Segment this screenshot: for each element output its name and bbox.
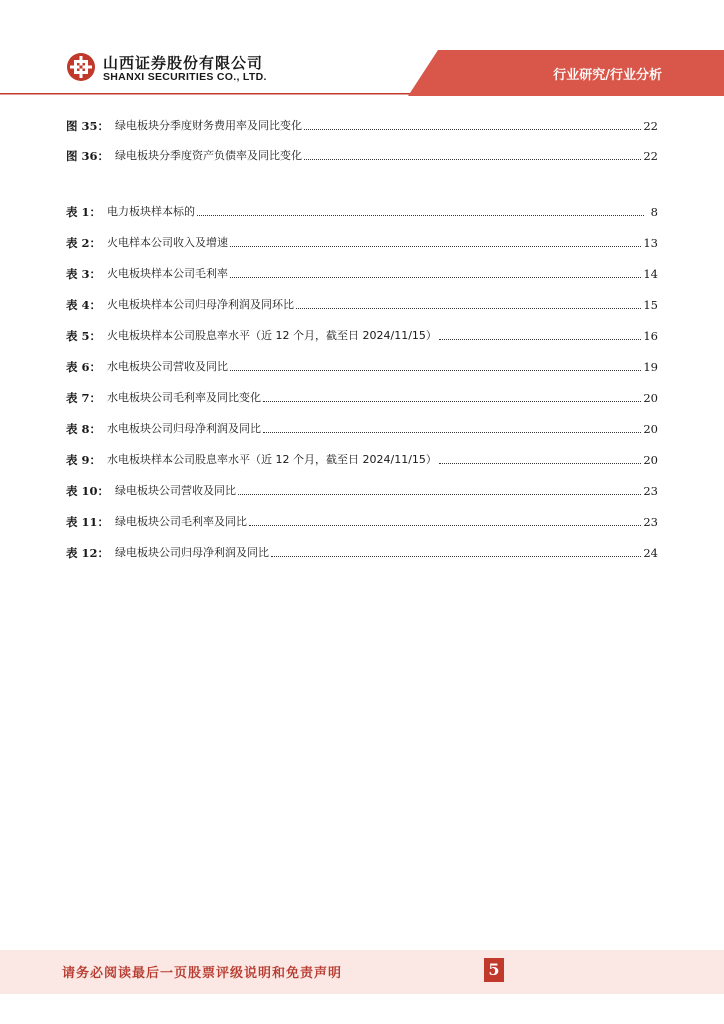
toc-label: 表 11： bbox=[66, 515, 110, 529]
toc-entry-table-8[interactable] bbox=[66, 418, 658, 436]
toc-title: 火电板块样本公司毛利率 bbox=[107, 267, 229, 280]
toc-page: 24 bbox=[643, 546, 658, 560]
toc-title: 电力板块样本标的 bbox=[107, 205, 196, 218]
toc-entry-table-4[interactable] bbox=[66, 294, 658, 312]
toc-title: 绿电板块公司营收及同比 bbox=[115, 484, 237, 497]
toc-title: 绿电板块分季度财务费用率及同比变化 bbox=[115, 119, 303, 132]
toc-label: 表 7： bbox=[66, 391, 102, 405]
toc-page: 20 bbox=[643, 391, 658, 405]
toc-label: 表 9： bbox=[66, 453, 102, 467]
footer-disclaimer: 请务必阅读最后一页股票评级说明和免责声明 bbox=[62, 966, 343, 981]
toc-label: 表 3： bbox=[66, 267, 102, 281]
toc-page: 22 bbox=[643, 119, 658, 133]
toc-label: 表 6： bbox=[66, 360, 102, 374]
toc-page: 23 bbox=[643, 484, 658, 498]
toc-page: 19 bbox=[643, 360, 658, 374]
toc-title: 水电板块公司营收及同比 bbox=[107, 360, 229, 373]
toc-page: 8 bbox=[650, 205, 658, 219]
toc-entry-table-9[interactable] bbox=[66, 449, 658, 467]
toc-label: 表 2： bbox=[66, 236, 102, 250]
toc-label: 表 12： bbox=[66, 546, 110, 560]
toc-entry-table-1[interactable] bbox=[66, 201, 658, 219]
toc-leader bbox=[304, 128, 641, 130]
page-header bbox=[0, 0, 724, 100]
company-name-cn: 山西证券股份有限公司 bbox=[103, 54, 264, 72]
toc-entry-table-12[interactable] bbox=[66, 542, 658, 560]
toc-leader bbox=[230, 276, 641, 278]
toc-leader bbox=[238, 493, 641, 495]
toc-page: 23 bbox=[643, 515, 658, 529]
toc-leader bbox=[249, 524, 641, 526]
toc-label: 表 4： bbox=[66, 298, 102, 312]
toc-entry-table-10[interactable] bbox=[66, 480, 658, 498]
toc-title: 绿电板块公司毛利率及同比 bbox=[115, 515, 248, 528]
toc-page: 22 bbox=[643, 149, 658, 163]
toc-entry-figure-35[interactable] bbox=[66, 115, 658, 133]
toc-leader bbox=[296, 307, 641, 309]
toc-leader bbox=[263, 400, 641, 402]
toc-entry-table-6[interactable] bbox=[66, 356, 658, 374]
toc-page: 20 bbox=[643, 453, 658, 467]
toc-title: 火电板块样本公司股息率水平（近 12 个月，截至日 2024/11/15） bbox=[107, 329, 437, 342]
toc-entry-figure-36[interactable] bbox=[66, 145, 658, 163]
page-number: 5 bbox=[484, 958, 504, 982]
toc-page: 15 bbox=[643, 298, 658, 312]
toc-leader bbox=[230, 245, 641, 247]
toc-title: 水电板块样本公司股息率水平（近 12 个月，截至日 2024/11/15） bbox=[107, 453, 437, 466]
toc-entry-table-7[interactable] bbox=[66, 387, 658, 405]
toc-page: 14 bbox=[643, 267, 658, 281]
toc-title: 水电板块公司归母净利润及同比 bbox=[107, 422, 262, 435]
section-label: 行业研究/行业分析 bbox=[553, 68, 662, 83]
toc-title: 火电板块样本公司归母净利润及同环比 bbox=[107, 298, 295, 311]
toc-page: 20 bbox=[643, 422, 658, 436]
toc-leader bbox=[230, 369, 641, 371]
toc-leader bbox=[439, 338, 641, 340]
toc-label: 图 35： bbox=[66, 119, 110, 133]
toc-label: 图 36： bbox=[66, 149, 110, 163]
company-name-en: SHANXI SECURITIES CO., LTD. bbox=[103, 71, 267, 83]
toc-entry-table-2[interactable] bbox=[66, 232, 658, 250]
toc-leader bbox=[439, 462, 641, 464]
shanxi-securities-logo-icon bbox=[66, 52, 96, 82]
toc-title: 绿电板块公司归母净利润及同比 bbox=[115, 546, 270, 559]
toc-leader bbox=[263, 431, 641, 433]
toc-title: 火电样本公司收入及增速 bbox=[107, 236, 229, 249]
toc-entry-table-11[interactable] bbox=[66, 511, 658, 529]
toc-label: 表 8： bbox=[66, 422, 102, 436]
toc-label: 表 5： bbox=[66, 329, 102, 343]
toc-leader bbox=[271, 555, 641, 557]
toc-title: 水电板块公司毛利率及同比变化 bbox=[107, 391, 262, 404]
toc-page: 13 bbox=[643, 236, 658, 250]
toc-leader bbox=[197, 214, 644, 216]
toc-title: 绿电板块分季度资产负债率及同比变化 bbox=[115, 149, 303, 162]
toc-leader bbox=[304, 158, 641, 160]
toc-entry-table-5[interactable] bbox=[66, 325, 658, 343]
toc-entry-table-3[interactable] bbox=[66, 263, 658, 281]
toc-label: 表 10： bbox=[66, 484, 110, 498]
toc-label: 表 1： bbox=[66, 205, 102, 219]
toc-page: 16 bbox=[643, 329, 658, 343]
